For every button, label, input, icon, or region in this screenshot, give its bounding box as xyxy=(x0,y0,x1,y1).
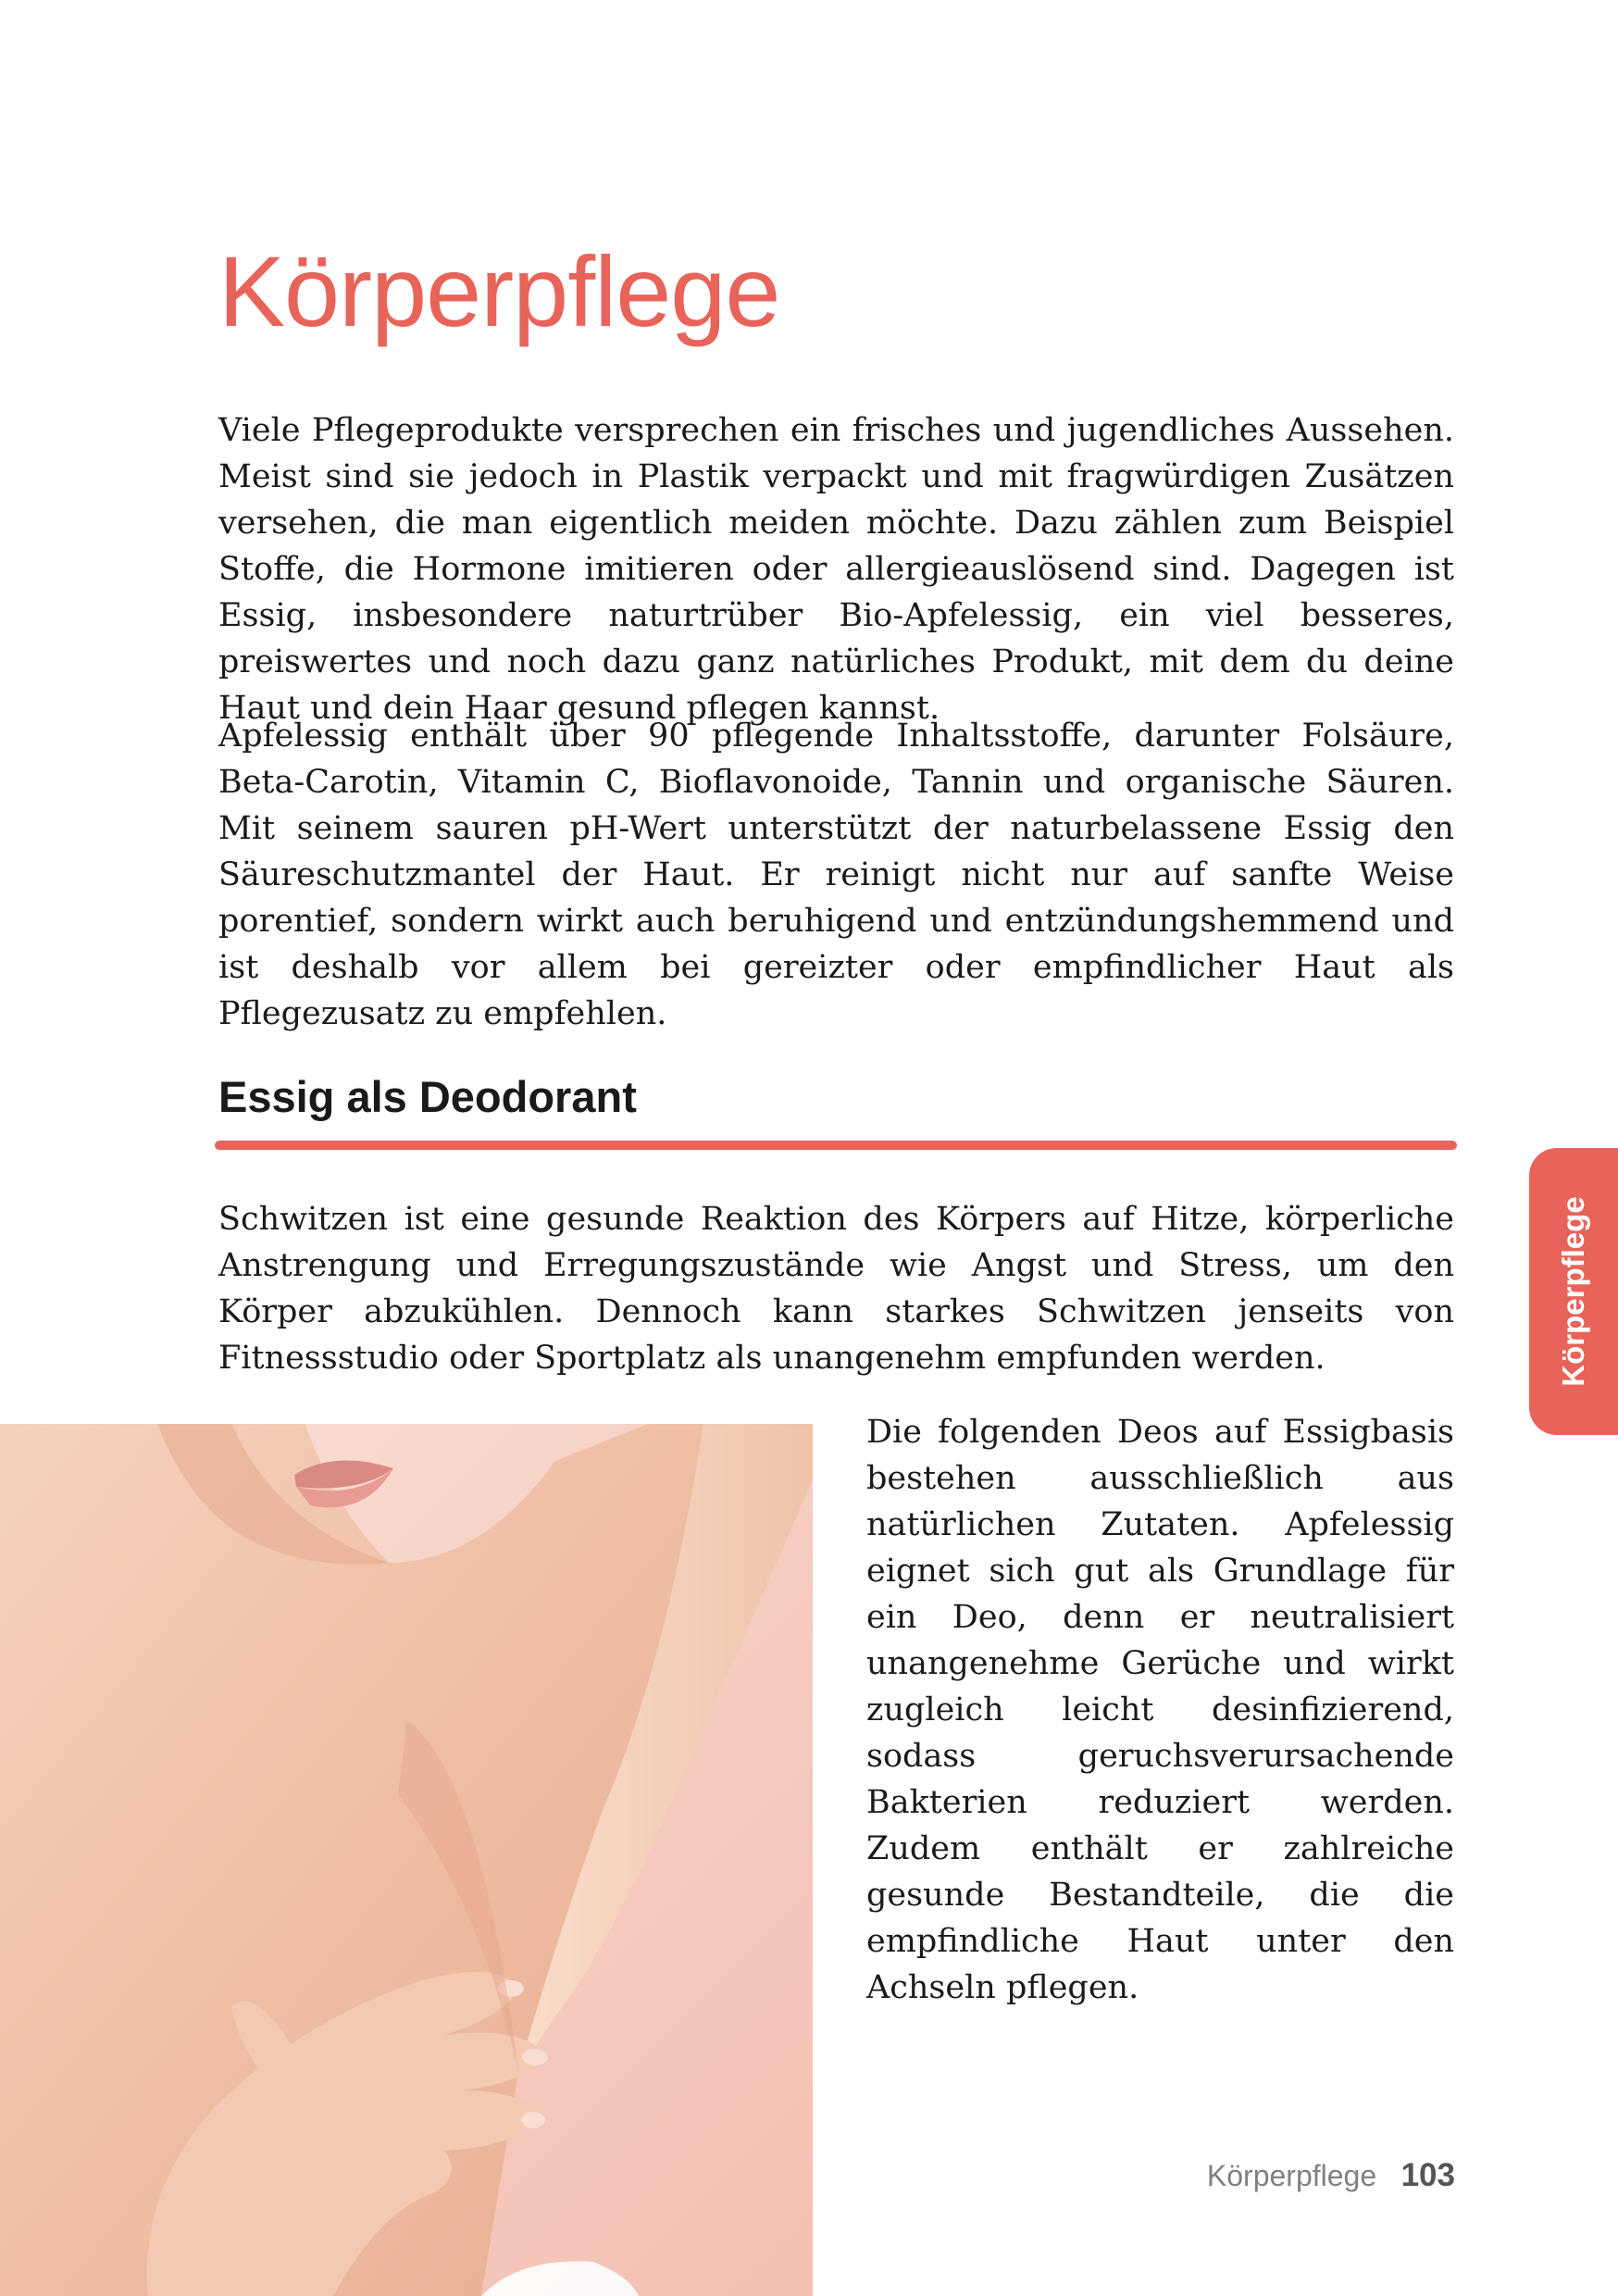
intro-paragraph-2: Apfelessig enthält über 90 pflegende Inhaltsstoffe, darunter Folsäure, Beta-Carotin, Vitamin C, Bioflavonoide, Tannin und organische Säuren. Mit seinem sauren pH-Wert unterstützt der naturbelassene Essig den Säureschutzmantel der Haut. Er reinigt nicht nur auf sanfte Weise porentief, sondern wirkt auch beruhigend und entzündungshemmend und ist deshalb vor allem bei gereizter oder empfindlicher Haut als Pflegezusatz zu empfehlen. xyxy=(218,718,1454,1032)
section-body-paragraph: Die folgenden Deos auf Essigbasis bestehen ausschließlich aus natürlichen Zutaten. Apfelessig eignet sich gut als Grundlage für ein Deo, denn er neutralisiert unangenehme Gerüche und wirkt zugleich leicht desinfizierend, sodass geruchsverursachende Bakterien reduziert werden. Zudem enthält er zahlreiche gesunde Bestandteile, die die empfindliche Haut unter den Achseln pflegen. xyxy=(866,1414,1454,2006)
footer-section-title: Körperpflege xyxy=(1206,2159,1377,2192)
chapter-side-tab-label: Körperpflege xyxy=(1556,1196,1590,1387)
chapter-side-tab xyxy=(1529,1148,1618,1435)
photo-woman-underarm xyxy=(0,1424,813,2296)
page-number: 103 xyxy=(1400,2157,1455,2193)
intro-paragraph-1: Viele Pflegeprodukte versprechen ein frisches und jugendliches Aussehen. Meist sind sie jedoch in Plastik verpackt und mit fragwürdigen Zusätzen versehen, die man eigentlich meiden möchte. Dazu zählen zum Beispiel Stoffe, die Hormone imitieren oder allergieauslösend sind. Dagegen ist Essig, insbesondere naturtrüber Bio-Apfelessig, ein viel besseres, preiswertes und noch dazu ganz natürliches Produkt, mit dem du deine Haut und dein Haar gesund pflegen kannst. xyxy=(218,412,1454,727)
section-divider xyxy=(215,1141,1457,1150)
section-intro-paragraph: Schwitzen ist eine gesunde Reaktion des Körpers auf Hitze, körperliche Anstrengung und Erregungszustände wie Angst und Stress, um den Körper abzukühlen. Dennoch kann starkes Schwitzen jenseits von Fitnessstudio oder Sportplatz als unangenehm empfunden werden. xyxy=(218,1201,1454,1377)
section-heading: Essig als Deodorant xyxy=(218,1072,637,1121)
page-title: Körperpflege xyxy=(218,235,780,347)
page-footer xyxy=(1207,2157,1455,2194)
